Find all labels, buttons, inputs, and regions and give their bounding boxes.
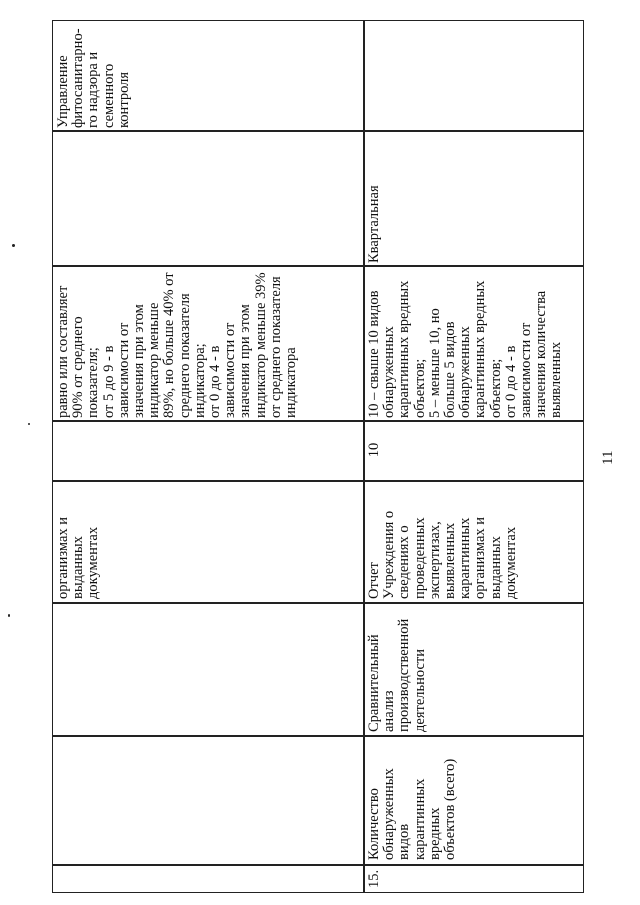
prev-criteria-tail: равно или составляет 90% от среднего показателя; от 5 до 9 - в зависимости от значения при этом индикатор меньше 89%, но больше 40% от среднего показателя индикатора; от 0 до 4 - в зависимости от значения при этом индикатор меньше 39% от среднего показателя индикатора [55,272,300,418]
scoring-criteria: 10 – свыше 10 видов обнаруженных карантинных вредных объектов; 5 – меньше 10, но больше 5 видов обнаруженных карантинных вредных объектов; от 0 до 4 - в зависимости от значения количества выявленных [366,280,565,418]
prev-source-tail: организмах и выданных документах [55,516,102,599]
col-divider-5 [53,421,583,423]
scan-speck [12,244,15,247]
evaluation-method: Сравнительный анализ производственной деятельности [366,618,428,732]
evaluation-table [52,20,584,893]
row-divider [363,21,365,892]
col-divider-3 [53,603,583,605]
responsible-department: Управление фитосанитарно- го надзора и семенного контроля [55,28,132,128]
col-divider-1 [53,865,583,867]
col-divider-4 [53,481,583,483]
col-divider-6 [53,266,583,268]
scan-speck [8,614,10,617]
scan-speck [28,423,30,425]
col-divider-7 [53,131,583,133]
data-source: Отчет Учреждения о сведениях о проведенных экспертизах, выявленных карантинных организмах и выданных документах [366,510,519,599]
max-score: 10 [366,442,382,458]
indicator-name: Количество обнаруженных видов карантинных вредных объектов (всего) [366,758,459,860]
reporting-periodicity: Квартальная [366,185,382,263]
row-number: 15. [366,869,382,888]
col-divider-2 [53,736,583,738]
page-number: 11 [600,450,616,465]
